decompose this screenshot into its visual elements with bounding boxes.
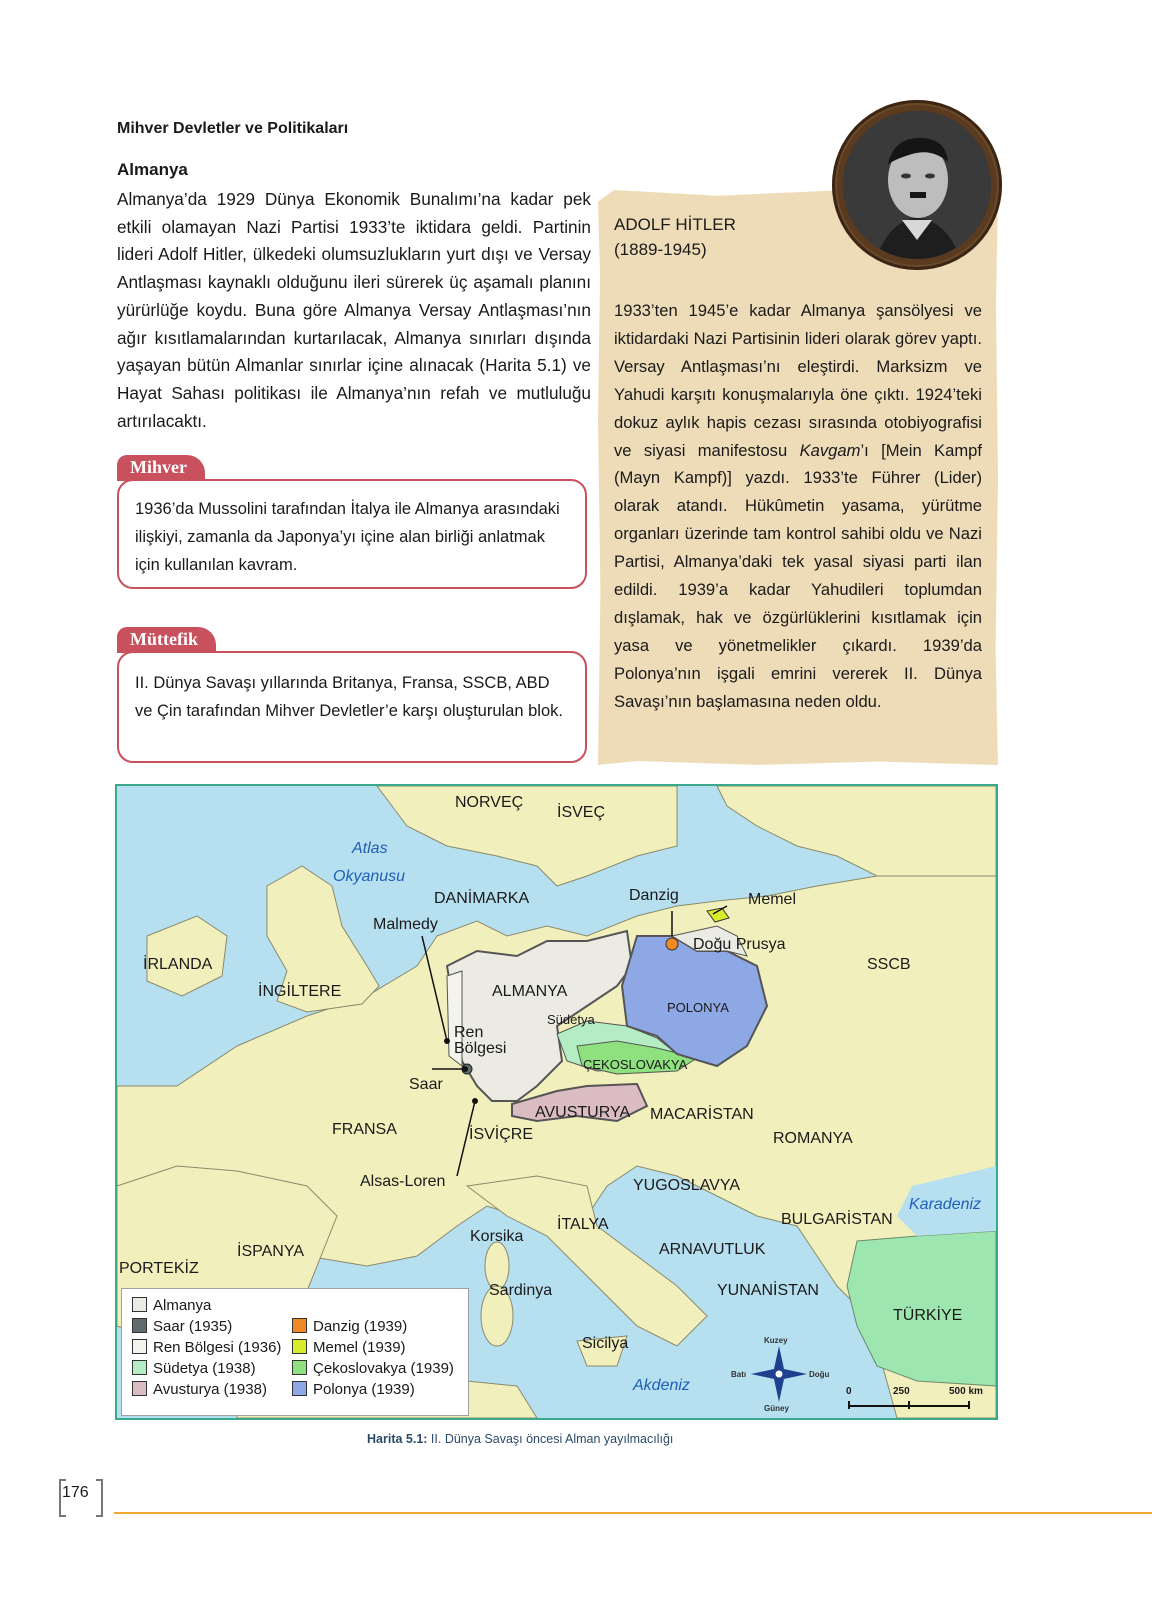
label-spain: İSPANYA [237, 1243, 304, 1260]
legend-item [132, 1339, 281, 1356]
label-ireland: İRLANDA [143, 956, 213, 973]
legend-label: Avusturya (1938) [153, 1381, 267, 1398]
label-danzig: Danzig [629, 887, 679, 904]
legend-item [132, 1318, 232, 1335]
map-legend [121, 1288, 469, 1416]
biography-text-part2: ’ı [Mein Kampf (Mayn Kampf)] yazdı. 1933’te Führer (Lider) olarak atandı. Hükûmetin yasama, yürütme organları üzerinde tam kontrol sahibi oldu ve Nazi Partisi, Almanya’daki tek yasal siyasi parti ilan edildi. 1939’a kadar Yahudileri toplumdan dışlamak, hak ve özgürlüklerini kısıtlamak için yasa ve yönetmelikler çıkardı. 1939’da Polonya’nın işgali emrini vererek II. Dünya Savaşı’nın başlamasına neden oldu. [614, 440, 982, 711]
label-saar: Saar [409, 1076, 443, 1093]
legend-item [132, 1360, 256, 1377]
label-norway: NORVEÇ [455, 794, 524, 811]
legend-item [292, 1381, 415, 1398]
scale-label-0: 0 [846, 1386, 852, 1397]
legend-label: Südetya (1938) [153, 1360, 256, 1377]
label-sudetenland: Südetya [547, 1012, 595, 1027]
legend-swatch [292, 1318, 307, 1333]
legend-label: Ren Bölgesi (1936) [153, 1339, 282, 1356]
land-scandinavia [377, 786, 677, 886]
section-title: Mihver Devletler ve Politikaları [117, 120, 349, 137]
label-germany: ALMANYA [492, 983, 568, 1000]
biography-text-part1: 1933’ten 1945’e kadar Almanya şansölyesi ve iktidardaki Nazi Partisinin lideri olarak görev yaptı. Versay Antlaşması’nı eleştirdi. Marksizm ve Yahudi karşıtı konuşmalarıyla öne çıktı. 1924’teki dokuz aylık hapis cezası sırasında otobiyografisi ve siyasi manifestosu [614, 301, 982, 460]
label-alsace-lorraine: Alsas-Loren [360, 1173, 446, 1190]
label-ren-bolgesi: Bölgesi [454, 1040, 507, 1057]
legend-swatch [132, 1360, 147, 1375]
label-turkey: TÜRKİYE [893, 1307, 963, 1324]
definition-box-muttefik [117, 651, 587, 763]
definition-text-muttefik: II. Dünya Savaşı yıllarında Britanya, Fransa, SSCB, ABD ve Çin tarafından Mihver Devletler’e karşı oluşturulan blok. [135, 674, 563, 720]
label-sweden: İSVEÇ [557, 804, 606, 821]
compass-north: Kuzey [764, 1336, 788, 1345]
label-atlantic-2: Okyanusu [333, 868, 406, 885]
label-denmark: DANİMARKA [434, 890, 530, 907]
label-corsica: Korsika [470, 1228, 524, 1245]
scale-label-500: 500 km [949, 1386, 983, 1397]
definition-box-mihver [117, 479, 587, 589]
footer-rule [114, 1512, 1152, 1514]
legend-swatch [292, 1339, 307, 1354]
legend-label: Memel (1939) [313, 1339, 406, 1356]
subsection-title: Almanya [117, 160, 188, 179]
label-france: FRANSA [332, 1121, 397, 1138]
legend-item [292, 1318, 407, 1335]
label-malmedy: Malmedy [373, 916, 438, 933]
legend-item [292, 1360, 454, 1377]
label-czechoslovakia: ÇEKOSLOVAKYA [583, 1057, 688, 1072]
label-memel: Memel [748, 891, 797, 908]
portrait-illustration [832, 100, 1002, 270]
scale-label-250: 250 [893, 1386, 910, 1397]
label-greece: YUNANİSTAN [717, 1282, 819, 1299]
definition-text-mihver: 1936’da Mussolini tarafından İtalya ile Almanya arasındaki ilişkiyi, zamanla da Japonya’yı içine alan birliği anlatmak için kullanılan kavram. [135, 500, 560, 574]
legend-swatch [292, 1360, 307, 1375]
label-hungary: MACARİSTAN [650, 1106, 754, 1123]
portrait-image [832, 100, 1002, 270]
legend-item [132, 1381, 267, 1398]
biography-text [614, 297, 982, 716]
biography-header [614, 212, 736, 262]
biography-book-title: Kavgam [799, 440, 861, 460]
legend-label: Çekoslovakya (1939) [313, 1360, 454, 1377]
legend-item [292, 1339, 406, 1356]
label-poland: POLONYA [667, 1000, 729, 1015]
label-sardinia: Sardinya [489, 1282, 553, 1299]
label-albania: ARNAVUTLUK [659, 1241, 766, 1258]
body-paragraph-text: Almanya’da 1929 Dünya Ekonomik Bunalımı’na kadar pek etkili olamayan Nazi Partisi 1933’te iktidara geldi. Partinin lideri Adolf Hitler, ülkedeki olumsuzlukların yurt dışı ve Versay Antlaşması kaynaklı olduğunu ileri sürerek üç aşamalı planını yürürlüğe koydu. Buna göre Almanya Versay Antlaşması’nın ağır kısıtlamalarından kurtarılacak, Almanya sınırları dışında yaşayan bütün Almanlar sınırlar içine alınacak (Harita 5.1) ve Hayat Sahası politikası ile Almanya’nın refah ve mutluluğu artırılacaktı. [117, 189, 591, 431]
legend-label: Danzig (1939) [313, 1318, 408, 1335]
map-caption-text: II. Dünya Savaşı öncesi Alman yayılmacılığı [427, 1432, 674, 1446]
definition-term-mihver: Mihver [117, 455, 205, 481]
label-ussr: SSCB [867, 956, 911, 973]
legend-swatch [132, 1381, 147, 1396]
label-bulgaria: BULGARİSTAN [781, 1211, 893, 1228]
legend-swatch [132, 1297, 147, 1312]
label-east-prussia: Doğu Prusya [693, 936, 786, 953]
label-switzerland: İSVİÇRE [469, 1126, 534, 1143]
biography-name: ADOLF HİTLER [614, 215, 736, 234]
compass-south: Güney [764, 1404, 789, 1413]
legend-swatch [132, 1339, 147, 1354]
compass-west: Batı [731, 1370, 747, 1379]
label-ren: Ren [454, 1024, 484, 1041]
legend-label: Polonya (1939) [313, 1381, 415, 1398]
biography-years: (1889-1945) [614, 240, 707, 259]
compass-east: Doğu [809, 1370, 830, 1379]
label-atlantic-1: Atlas [352, 840, 388, 857]
legend-swatch [292, 1381, 307, 1396]
label-mediterranean: Akdeniz [633, 1377, 690, 1394]
label-england: İNGİLTERE [258, 983, 342, 1000]
legend-item [132, 1297, 211, 1314]
definition-term-muttefik: Müttefik [117, 627, 216, 653]
label-black-sea: Karadeniz [909, 1196, 982, 1213]
label-romania: ROMANYA [773, 1130, 853, 1147]
map-caption-label: Harita 5.1: [367, 1432, 428, 1446]
region-danzig [666, 938, 678, 950]
label-yugoslavia: YUGOSLAVYA [633, 1177, 740, 1194]
label-italy: İTALYA [557, 1216, 609, 1233]
legend-swatch [132, 1318, 147, 1333]
body-paragraph [117, 186, 591, 435]
label-sicily: Sicilya [582, 1335, 629, 1352]
label-austria: AVUSTURYA [535, 1104, 631, 1121]
compass-rose-icon [751, 1346, 807, 1402]
legend-label: Almanya [153, 1297, 212, 1314]
label-portugal: PORTEKİZ [119, 1260, 199, 1277]
page-number: 176 [62, 1484, 89, 1501]
land-baltic-east [717, 786, 996, 876]
map-caption [367, 1432, 673, 1446]
legend-label: Saar (1935) [153, 1318, 233, 1335]
